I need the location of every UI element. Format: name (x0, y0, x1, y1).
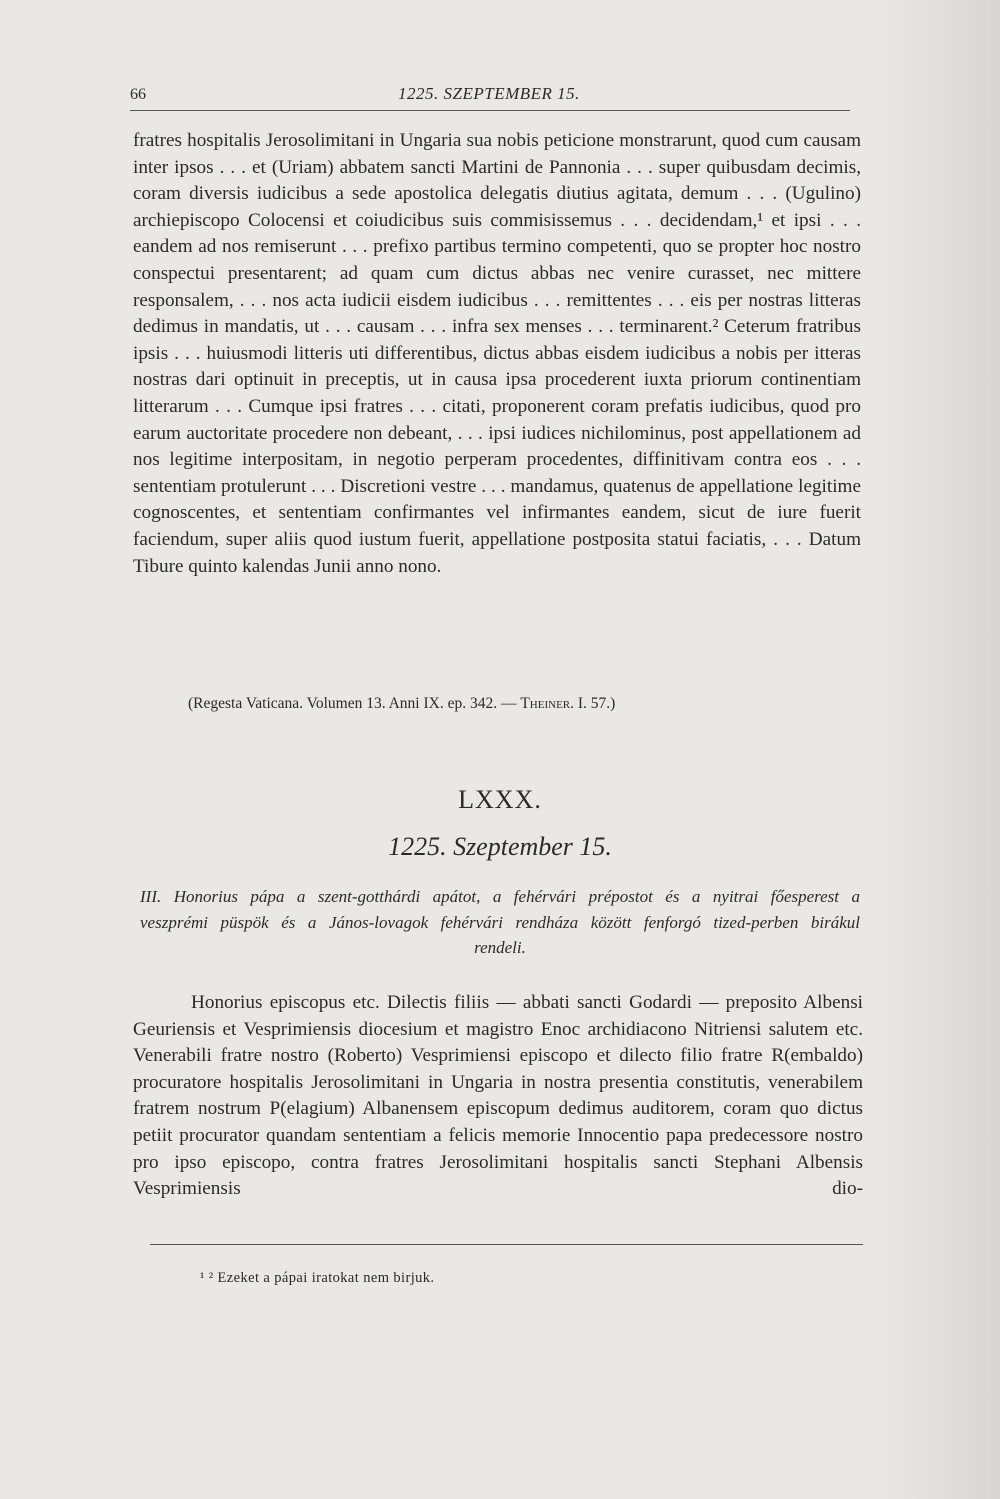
page-number: 66 (130, 86, 146, 103)
footnote: ¹ ² Ezeket a pápai iratokat nem birjuk. (200, 1270, 435, 1286)
page-header (130, 82, 848, 106)
footnote-rule (150, 1244, 863, 1245)
page-edge-shadow (880, 0, 1000, 1499)
summary-line: veszprémi püspök és a János-lovagok fehérvári rendháza között fenforgó tized-perben birákul (140, 912, 860, 932)
summary-line: III. Honorius pápa a szent-gotthárdi apátot, a fehérvári prépostot és a nyitrai főesperest a (140, 887, 860, 906)
document-number: LXXX. (458, 785, 542, 814)
body-text-continued (133, 128, 861, 580)
running-head: 1225. SZEPTEMBER 15. (398, 84, 580, 103)
document-date: 1225. Szeptember 15. (388, 832, 612, 861)
document-summary (140, 884, 860, 961)
document-body-text: Honorius episcopus etc. Dilectis filiis — abbati sancti Godardi — preposito Albensi Geuriensis et Vesprimiensis diocesium et magistro Enoc archidiacono Nitriensi salutem etc. Venerabili fratre nostro (Roberto) Vesprimiensi episcopo et dilecto filio fratre R(embaldo) procuratore hospitalis Jerosolimitani in Ungaria in nostra presentia constitutis, venerabilem fratrem nostrum P(elagium) Albanensem episcopum dedimus auditorem, coram quo dictus petiit procurator quandam sententiam a felicis memorie Innocentio papa predecessore nostro pro ipso episcopo, contra fratres Jerosolimitani hospitalis sancti Stephani Albensis Vesprimiensis dio- (133, 992, 863, 1200)
paragraph: fratres hospitalis Jerosolimitani in Ungaria sua nobis peticione monstrarunt, quod cum causam inter ipsos . . . et (Uriam) abbatem sancti Martini de Pannonia . . . super quibusdam decimis, coram diversis iudicibus a sede apostolica delegatis diutius agitata, demum . . . (Ugulino) archiepiscopo Colocensi et coiudicibus suis commisissemus . . . decidendam,¹ et ipsi . . . eandem ad nos remiserunt . . . prefixo partibus termino competenti, quo se propter hoc nostro conspectui presentarent; ad quam cum dictus abbas nec venire curasset, nec mittere responsalem, . . . nos acta iudicii eisdem iudicibus . . . remittentes . . . eis per nostras litteras dedimus in mandatis, ut . . . causam . . . infra sex menses . . . terminarent.² Ceterum fratribus ipsis . . . huiusmodi litteris uti differentibus, dictus abbas eisdem iudicibus a nobis per itteras nostras dari optinuit in preceptis, ut in causa ipsa procederent iuxta priorum continentiam litterarum . . . Cumque ipsi fratres . . . citati, proponerent coram prefatis iudicibus, quod pro earum auctoritate procedere non debeant, . . . ipsi iudices nichilominus, post appellationem ad nos legitime interpositam, in negotio perperam procedentes, diffinitivam contra eos . . . sententiam protulerunt . . . Discretioni vestre . . . mandamus, quatenus de appellatione legitime cognoscentes, et sententiam confirmantes vel infirmantes eandem, sicut de iure fuerit faciendum, super aliis quod iustum fuerit, appellatione postposita statui faciatis, . . . Datum Tibure quinto kalendas Junii anno nono. (133, 130, 861, 577)
citation-author: Theiner (520, 695, 571, 712)
citation-text: (Regesta Vaticana. Volumen 13. Anni IX. ep. 342. — (188, 695, 521, 712)
summary-line: rendeli. (474, 938, 526, 957)
source-citation (188, 695, 615, 713)
header-rule (130, 110, 850, 111)
citation-text-end: . I. 57.) (570, 695, 616, 712)
